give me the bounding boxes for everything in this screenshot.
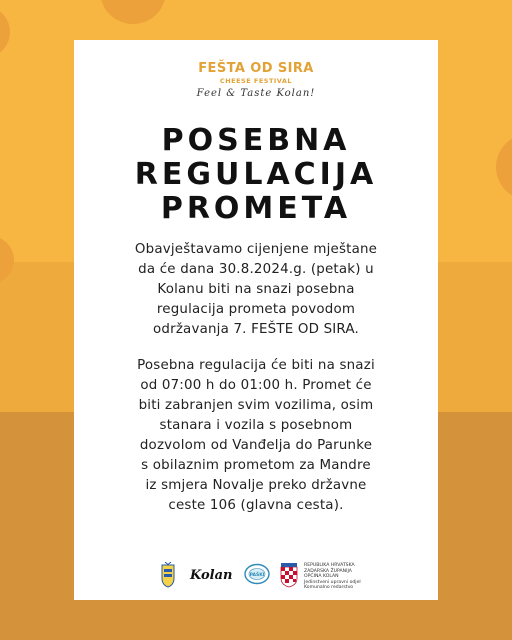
- paragraph-line: iz smjera Novalje preko državne: [145, 478, 367, 493]
- paragraph-line: s obilaznim prometom za Mandre: [141, 458, 371, 473]
- government-office-line: REPUBLIKA HRVATSKA: [304, 563, 355, 568]
- government-office-line: Komunalno redarstvo: [304, 585, 354, 591]
- sponsor-logos: [74, 562, 438, 592]
- headline-line: REGULACIJA: [134, 157, 378, 192]
- headline-line: PROMETA: [160, 191, 352, 226]
- croatia-coat-of-arms-icon: [280, 562, 298, 588]
- paragraph-line: regulacija prometa povodom: [156, 302, 356, 317]
- festival-logo-tagline: Feel & Taste Kolan!: [196, 88, 316, 99]
- paragraph-line: dozvolom od Vanđelja do Parunke: [139, 438, 373, 453]
- kolan-logo: Kolan: [190, 568, 233, 583]
- government-office-line: Jedinstveni upravni odjel: [304, 579, 361, 585]
- government-office-line: OPĆINA KOLAN: [304, 574, 339, 580]
- festival-logo: [74, 62, 438, 100]
- notice-card: [74, 40, 438, 600]
- paragraph-line: Posebna regulacija će biti na snazi: [137, 358, 375, 373]
- paragraph-line: ceste 106 (glavna cesta).: [168, 498, 344, 513]
- paragraph-line: održavanja 7. FEŠTE OD SIRA.: [153, 322, 359, 337]
- paragraph-line: biti zabranjen svim vozilima, osim: [138, 398, 374, 413]
- paragraph-line: od 07:00 h do 01:00 h. Promet će: [140, 378, 372, 393]
- festival-logo-title: FEŠTA OD SIRA: [198, 61, 314, 76]
- municipality-crest-icon: [160, 562, 176, 588]
- paragraph-line: Kolanu biti na snazi posebna: [157, 282, 355, 297]
- government-office-line: ZADARSKA ŽUPANIJA: [304, 568, 352, 574]
- tourist-board-logo-icon: [244, 563, 270, 585]
- notice-paragraph-announcement: [94, 240, 418, 340]
- government-office-text: [304, 563, 361, 591]
- paragraph-line: stanara i vozila s posebnom: [159, 418, 353, 433]
- festival-logo-subtitle: CHEESE FESTIVAL: [219, 77, 293, 85]
- headline-line: POSEBNA: [161, 123, 351, 158]
- paragraph-line: Obavještavamo cijenjene mještane: [134, 242, 378, 257]
- paragraph-line: da će dana 30.8.2024.g. (petak) u: [138, 262, 374, 277]
- notice-paragraph-details: [94, 356, 418, 516]
- notice-headline: [74, 124, 438, 226]
- tourist-board-logo-text: PAŠKI: [249, 573, 265, 578]
